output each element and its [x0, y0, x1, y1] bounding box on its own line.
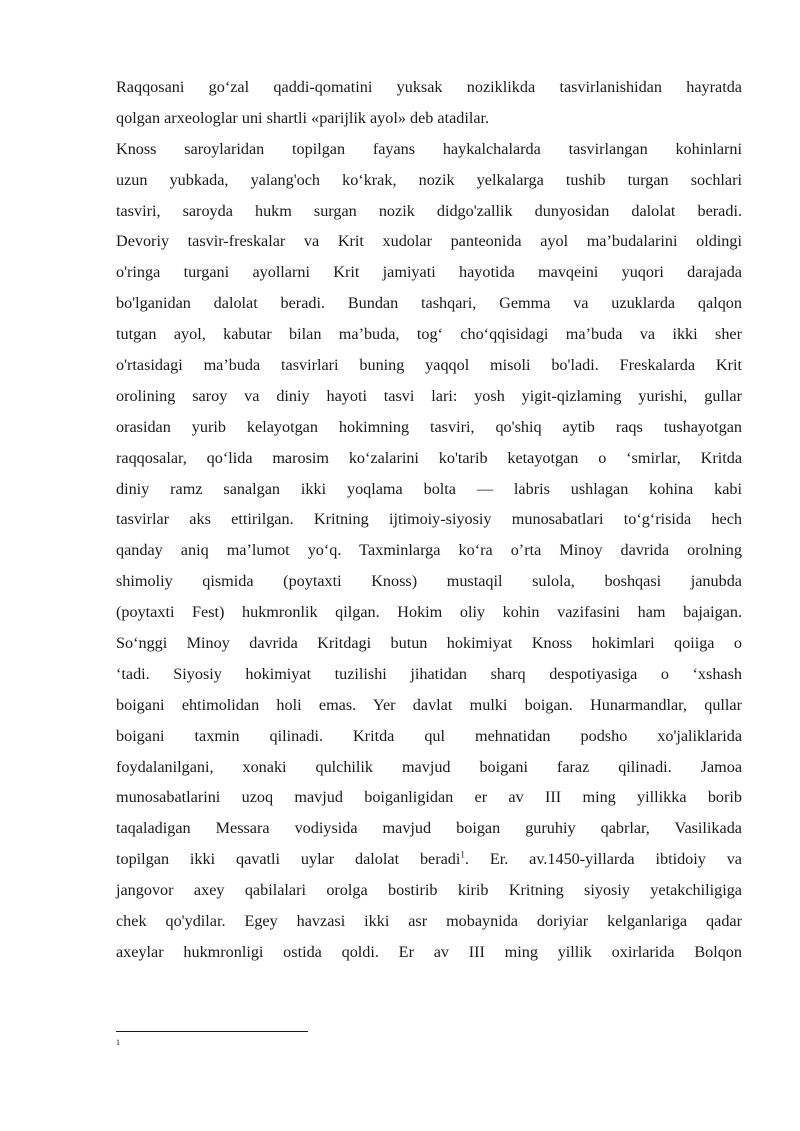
text-line: axeylar hukmronligi ostida qoldi. Er av III ming yillik oxirlarida Bolqon — [116, 942, 742, 961]
text-line: bo'lganidan dalolat beradi. Bundan tashqari, Gemma va uzuklarda qalqon — [116, 294, 742, 313]
text-line: raqqosalar, qo‘lida marosim ko‘zalarini ko'tarib ketayotgan o ‘smirlar, Kritda — [116, 448, 742, 467]
text-line: ‘tadi. Siyosiy hokimiyat tuzilishi jihatidan sharq despotiyasiga o ‘xshash — [116, 664, 742, 683]
text-line: boigani ehtimolidan holi emas. Yer davlat mulki boigan. Hunarmandlar, qullar — [116, 695, 742, 714]
text-line: So‘nggi Minoy davrida Kritdagi butun hokimiyat Knoss hokimlari qoiiga o — [116, 634, 742, 653]
footnote-reference[interactable]: 1 — [460, 849, 465, 860]
text-segment: . Er. av.1450-yillarda ibtidoiy va — [464, 850, 742, 869]
text-line: qanday aniq ma’lumot yo‘q. Taxminlarga ko‘ra o’rta Minoy davrida orolning — [116, 541, 742, 560]
text-line: orolining saroy va diniy hayoti tasvi lari: yosh yigit-qizlaming yurishi, gullar — [116, 386, 742, 405]
text-line: o'ringa turgani ayollarni Krit jamiyati hayotida mavqeini yuqori darajada — [116, 263, 742, 282]
text-line: Knoss saroylaridan topilgan fayans haykalchalarda tasvirlangan kohinlarni — [116, 139, 742, 158]
footnote-number: 1 — [116, 1038, 120, 1047]
text-line: uzun yubkada, yalang'och ko‘krak, nozik yelkalarga tushib turgan sochlari — [116, 170, 742, 189]
text-line: o'rtasidagi ma’buda tasvirlari buning yaqqol misoli bo'ladi. Freskalarda Krit — [116, 356, 742, 375]
text-line: tasvirlar aks ettirilgan. Kritning ijtimoiy-siyosiy munosabatlari to‘g‘risida hech — [116, 510, 742, 529]
footnote-separator — [116, 1031, 308, 1032]
text-line: qolgan arxeologlar uni shartli «parijlik ayol» deb atadilar. — [116, 108, 490, 127]
text-line: munosabatlarini uzoq mavjud boiganligidan er av III ming yillikka borib — [116, 788, 742, 807]
text-line: chek qo'ydilar. Egey havzasi ikki asr mobaynida doriyiar kelganlariga qadar — [116, 912, 742, 931]
text-line — [116, 844, 742, 875]
text-line: tutgan ayol, kabutar bilan ma’buda, tog‘ cho‘qqisidagi ma’buda va ikki sher — [116, 325, 742, 344]
text-line: tasviri, saroyda hukm surgan nozik didgo'zallik dunyosidan dalolat beradi. — [116, 201, 742, 220]
text-line: foydalanilgani, xonaki qulchilik mavjud boigani faraz qilinadi. Jamoa — [116, 757, 742, 776]
document-page — [116, 72, 742, 968]
text-line: orasidan yurib kelayotgan hokimning tasviri, qo'shiq aytib raqs tushayotgan — [116, 417, 742, 436]
text-segment: topilgan ikki qavatli uylar dalolat beradi — [116, 850, 461, 869]
text-line: taqaladigan Messara vodiysida mavjud boigan guruhiy qabrlar, Vasilikada — [116, 819, 742, 838]
text-line: boigani taxmin qilinadi. Kritda qul mehnatidan podsho xo'jaliklarida — [116, 726, 742, 745]
text-line: Devoriy tasvir-freskalar va Krit xudolar panteonida ayol ma’budalarini oldingi — [116, 232, 742, 251]
text-line: jangovor axey qabilalari orolga bostirib kirib Kritning siyosiy yetakchiligiga — [116, 881, 742, 900]
text-line: shimoliy qismida (poytaxti Knoss) mustaqil sulola, boshqasi janubda — [116, 572, 742, 591]
text-line: Raqqosani go‘zal qaddi-qomatini yuksak noziklikda tasvirlanishidan hayratda — [116, 78, 742, 96]
text-line: diniy ramz sanalgan ikki yoqlama bolta — labris ushlagan kohina kabi — [116, 479, 742, 498]
text-line: (poytaxti Fest) hukmronlik qilgan. Hokim oliy kohin vazifasini ham bajaigan. — [116, 603, 742, 622]
